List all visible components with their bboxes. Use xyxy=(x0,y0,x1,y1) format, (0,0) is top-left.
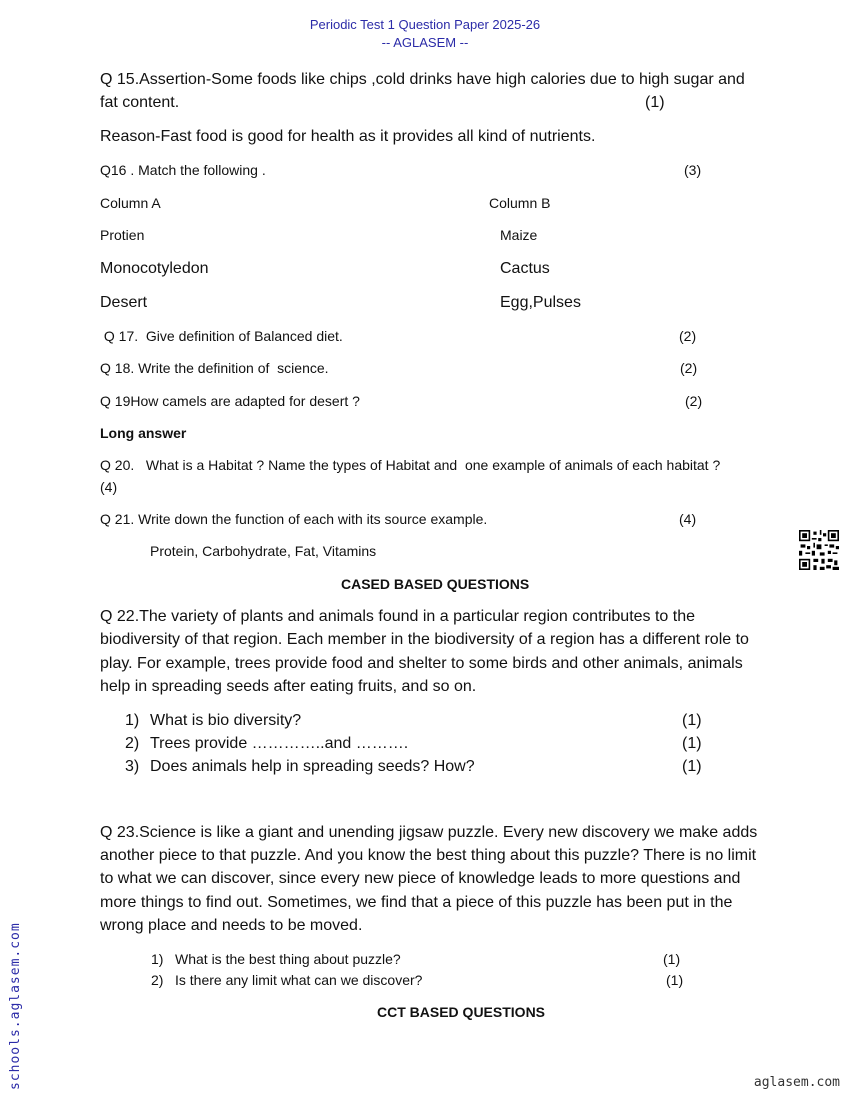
q22-sub-marks: (1) xyxy=(682,735,702,752)
q16-col-b-header: Column B xyxy=(489,195,551,211)
q22-line: play. For example, trees provide food and shelter to some birds and other animals, animals xyxy=(100,655,743,672)
q23-sub-question: What is the best thing about puzzle? xyxy=(175,951,401,967)
q22-line: help in spreading seeds after eating fruits, and so on. xyxy=(100,678,477,695)
long-answer-heading: Long answer xyxy=(100,425,187,441)
q22-sub-number: 1) xyxy=(125,712,140,729)
q20-marks: (4) xyxy=(100,479,118,495)
q17-marks: (2) xyxy=(679,328,697,344)
q16-col-b-item: Cactus xyxy=(500,260,550,277)
footer-watermark: aglasem.com xyxy=(753,1075,840,1090)
q23-sub-marks: (1) xyxy=(663,951,681,967)
q22-line: Q 22.The variety of plants and animals found in a particular region contributes to the xyxy=(100,608,696,625)
q19-question: Q 19How camels are adapted for desert ? xyxy=(100,393,360,409)
q23-line: another piece to that puzzle. And you know the best thing about this puzzle? There is no limit xyxy=(100,847,757,864)
q15-marks: (1) xyxy=(645,94,665,111)
q23-sub-question: Is there any limit what can we discover? xyxy=(175,972,423,988)
q22-sub-marks: (1) xyxy=(682,712,702,729)
header-brand: -- AGLASEM -- xyxy=(381,35,469,50)
q16-col-b-item: Egg,Pulses xyxy=(500,294,581,311)
header-title: Periodic Test 1 Question Paper 2025-26 xyxy=(309,17,541,32)
side-watermark: schools.aglasem.com xyxy=(8,922,23,1090)
q21-items: Protein, Carbohydrate, Fat, Vitamins xyxy=(150,543,377,559)
q22-sub-number: 2) xyxy=(125,735,140,752)
q23-line: to what we can discover, since every new piece of knowledge leads to more questions and xyxy=(100,870,741,887)
q21-question: Q 21. Write down the function of each with its source example. xyxy=(100,511,488,527)
q16-col-a-item: Monocotyledon xyxy=(100,260,209,277)
q16-col-b-item: Maize xyxy=(500,227,538,243)
q22-line: biodiversity of that region. Each member in the biodiversity of a region has a different role to xyxy=(100,631,749,648)
q23-line: wrong place and needs to be moved. xyxy=(100,917,363,934)
q16-marks: (3) xyxy=(684,162,702,178)
q19-marks: (2) xyxy=(685,393,703,409)
q18-question: Q 18. Write the definition of science. xyxy=(100,360,329,376)
q23-line: Q 23.Science is like a giant and unending jigsaw puzzle. Every new discovery we make adds xyxy=(100,824,758,841)
q22-sub-question: Does animals help in spreading seeds? How? xyxy=(150,758,475,775)
q20-question: Q 20. What is a Habitat ? Name the types of Habitat and one example of animals of each habitat ? xyxy=(100,457,721,473)
q23-sub-marks: (1) xyxy=(666,972,684,988)
qr-code-icon xyxy=(799,530,839,570)
q16-question: Q16 . Match the following . xyxy=(100,162,266,178)
q16-col-a-header: Column A xyxy=(100,195,161,211)
q15-assertion-line1: Q 15.Assertion-Some foods like chips ,cold drinks have high calories due to high sugar and xyxy=(100,71,745,88)
q22-sub-question: Trees provide …………..and ………. xyxy=(150,735,409,752)
q17-question: Q 17. Give definition of Balanced diet. xyxy=(100,328,343,344)
q21-marks: (4) xyxy=(679,511,697,527)
q15-assertion-line2: fat content. xyxy=(100,94,180,111)
case-based-heading: CASED BASED QUESTIONS xyxy=(341,576,530,592)
q23-line: more things to find out. Sometimes, we find that a piece of this puzzle has been put in the xyxy=(100,894,733,911)
q16-col-a-item: Protien xyxy=(100,227,145,243)
q23-sub-number: 2) xyxy=(151,972,164,988)
q15-reason: Reason-Fast food is good for health as it provides all kind of nutrients. xyxy=(100,128,596,145)
cct-heading: CCT BASED QUESTIONS xyxy=(377,1004,546,1020)
q18-marks: (2) xyxy=(680,360,698,376)
q22-sub-question: What is bio diversity? xyxy=(150,712,302,729)
q16-col-a-item: Desert xyxy=(100,294,148,311)
q22-sub-marks: (1) xyxy=(682,758,702,775)
q23-sub-number: 1) xyxy=(151,951,164,967)
q22-sub-number: 3) xyxy=(125,758,140,775)
